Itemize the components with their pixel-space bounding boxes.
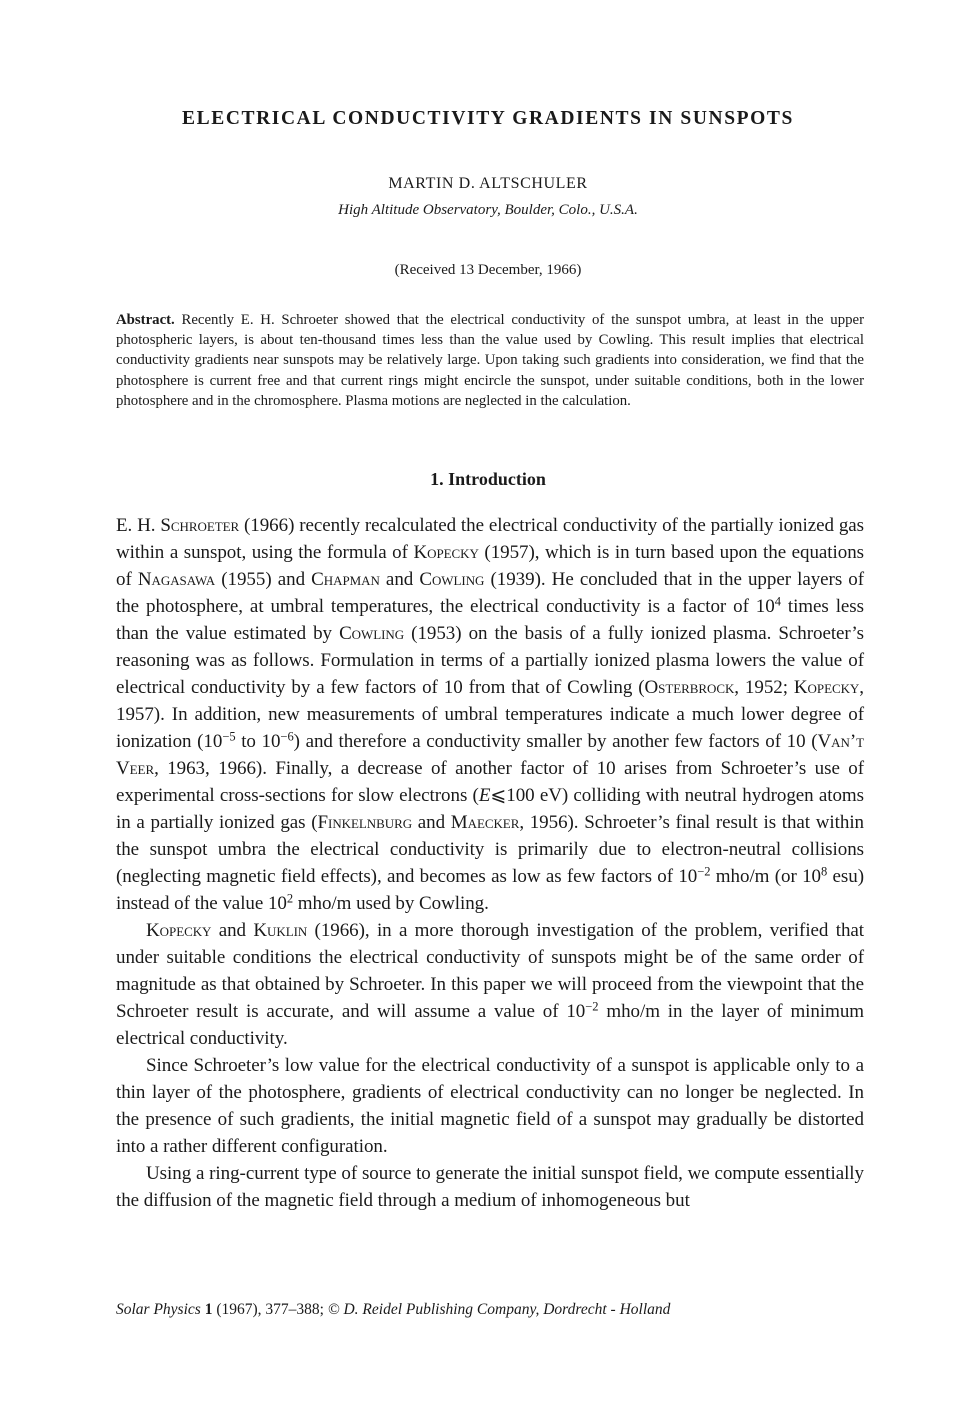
citation-name: Finkelnburg [317,812,413,833]
exponent: 8 [820,864,828,879]
paragraph-3: Since Schroeter’s low value for the electrical conductivity of a sunspot is applicable only to a thin layer of the photosphere, gradients of electrical conductivity can no longer be neglected. In the presence of such gradients, the initial magnetic field of a sunspot may gradually be distorted into a rather different configuration. [116,1055,864,1157]
citation-name: Kuklin [253,920,308,941]
exponent: −6 [280,729,294,744]
paragraph-1: E. H. Schroeter (1966) recently recalculated the electrical conductivity of the partially ionized gas within a sunspot, using the formula of Kopecky (1957), which is in turn based upon the equations of Nagasawa (1955) and Chapman and Cowling (1939). He concluded that in the upper layers of the photosphere, at umbral temperatures, the electrical conductivity is a factor of $10^4$ times less than the value estimated by Cowling (1953) on the basis of a fully ionized plasma. Schroeter’s reasoning was as follows. Formulation in terms of a partially ionized plasma lowers the value of electrical conductivity by a few factors of 10 from that of Cowling (Osterbrock, 1952; Kopecky, 1957). In addition, new measurements of umbral temperatures indicate a much lower degree of ionization ($10^{-5}$ to $10^{-6}$) and therefore a conductivity smaller by another few factors of 10 (Van’t Veer, 1963, 1966). Finally, a decrease of another factor of 10 arises from Schroeter’s use of experimental cross-sections for slow electrons (E⩽100 eV) colliding with neutral hydrogen atoms in a partially ionized gas (Finkelnburg and Maecker, 1956). Schroeter’s final result is that within the sunspot umbra the electrical conductivity is primarily due to electron-neutral collisions (neglecting magnetic field effects), and becomes as low as few factors of $10^{-2}$ mho/m (or $10^8$ esu) instead of the value $10^2$ mho/m used by Cowling. [116,515,865,914]
abstract-label: Abstract. [116,312,175,328]
exponent: 4 [774,594,781,609]
math-variable: E [478,785,491,806]
body-text [116,512,864,1214]
author-name: MARTIN D. ALTSCHULER [388,175,588,192]
citation-name: Cowling [339,623,405,644]
author-affiliation: High Altitude Observatory, Boulder, Colo., U.S.A. [338,202,638,218]
citation-name: Maecker [450,812,520,833]
abstract [116,310,864,411]
exponent: −2 [697,864,711,879]
citation-name: Schroeter [160,515,240,536]
journal-volume: 1 [204,1301,213,1318]
journal-footer [116,1301,670,1319]
exponent: −2 [585,999,599,1014]
citation-name: Cowling [419,569,485,590]
citation-name: Kopecky [793,677,860,698]
citation-name: Kopecky [413,542,479,563]
journal-name: Solar Physics [116,1301,201,1318]
copyright-notice: © D. Reidel Publishing Company, Dordrecht - Holland [327,1301,671,1318]
citation-name: Osterbrock [644,677,735,698]
section-heading: 1. Introduction [430,469,546,489]
journal-details: (1967), 377–388; [212,1301,328,1318]
citation-name: Kopecky [146,920,212,941]
citation-name: Van’t Veer [116,731,865,779]
abstract-text: Recently E. H. Schroeter showed that the electrical conductivity of the sunspot umbra, at least in the upper photospheric layers, is about ten-thousand times less than the value used by Cowling. This result implies that electrical conductivity gradients near sunspots may be relatively large. Upon taking such gradients into consideration, we find that the photosphere is current free and that current rings might encircle the sunspot, under suitable conditions, both in the lower photosphere and in the chromosphere. Plasma motions are neglected in the calculation. [116,312,864,409]
exponent: −5 [222,729,236,744]
paper-title: ELECTRICAL CONDUCTIVITY GRADIENTS IN SUNSPOTS [182,108,794,129]
paragraph-2: Kopecky and Kuklin (1966), in a more thorough investigation of the problem, verified that under suitable conditions the electrical conductivity of sunspots might be of the same order of magnitude as that obtained by Schroeter. In this paper we will proceed from the viewpoint that the Schroeter result is accurate, and will assume a value of $10^{-2}$ mho/m in the layer of minimum electrical conductivity. [116,920,865,1049]
citation-name: Chapman [311,569,380,590]
paragraph-4: Using a ring-current type of source to generate the initial sunspot field, we compute essentially the diffusion of the magnetic field through a medium of inhomogeneous but [116,1163,864,1211]
received-date: (Received 13 December, 1966) [394,262,582,278]
citation-name: Nagasawa [137,569,216,590]
exponent: 2 [286,891,294,906]
